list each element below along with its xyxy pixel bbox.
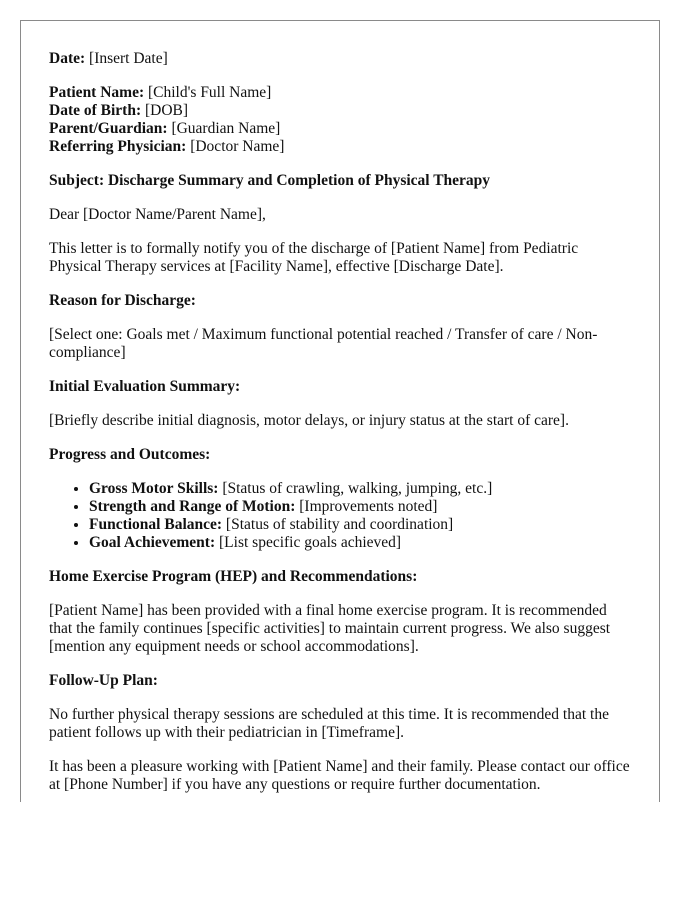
patient-info-block [49,84,631,156]
list-item [89,534,631,552]
date-line [49,50,631,68]
physician-line [49,138,631,156]
initial-evaluation-heading: Initial Evaluation Summary: [49,378,241,395]
initial-evaluation-text: [Briefly describe initial diagnosis, motor delays, or injury status at the start of care]. [49,412,569,429]
patient-name-label: Patient Name: [49,84,145,101]
patient-name-line [49,84,631,102]
list-item [89,480,631,498]
progress-item-value: [Status of stability and coordination] [222,516,454,533]
progress-item-value: [Status of crawling, walking, jumping, etc.] [218,480,493,497]
progress-item-label: Gross Motor Skills: [89,480,219,497]
progress-heading: Progress and Outcomes: [49,446,211,463]
follow-up-text: No further physical therapy sessions are scheduled at this time. It is recommended that the patient follows up with their pediatrician in [Timeframe]. [49,706,609,741]
date-value: [Insert Date] [85,50,168,67]
progress-item-label: Strength and Range of Motion: [89,498,296,515]
subject-line: Subject: Discharge Summary and Completion of Physical Therapy [49,172,491,189]
guardian-label: Parent/Guardian: [49,120,168,137]
hep-text: [Patient Name] has been provided with a final home exercise program. It is recommended that the family continues [specific activities] to maintain current progress. We also suggest [mention any equipment needs or school accommodations]. [49,602,611,655]
guardian-value: [Guardian Name] [167,120,281,137]
physician-label: Referring Physician: [49,138,187,155]
progress-list [49,480,631,552]
progress-item-label: Goal Achievement: [89,534,216,551]
follow-up-heading: Follow-Up Plan: [49,672,158,689]
hep-heading: Home Exercise Program (HEP) and Recommendations: [49,568,418,585]
salutation: Dear [Doctor Name/Parent Name], [49,206,266,223]
progress-item-value: [List specific goals achieved] [215,534,402,551]
list-item [89,498,631,516]
progress-item-label: Functional Balance: [89,516,223,533]
intro-paragraph: This letter is to formally notify you of the discharge of [Patient Name] from Pediatric Physical Therapy services at [Facility Name], effective [Discharge Date]. [49,240,579,275]
closing-paragraph: It has been a pleasure working with [Patient Name] and their family. Please contact our office at [Phone Number] if you have any questions or require further documentation. [49,758,630,793]
dob-line [49,102,631,120]
patient-name-value: [Child's Full Name] [144,84,272,101]
progress-item-value: [Improvements noted] [295,498,438,515]
reason-text: [Select one: Goals met / Maximum functional potential reached / Transfer of care / Non-compliance] [49,326,598,361]
physician-value: [Doctor Name] [186,138,285,155]
dob-value: [DOB] [141,102,189,119]
reason-heading: Reason for Discharge: [49,292,196,309]
letter-page [20,20,660,802]
dob-label: Date of Birth: [49,102,142,119]
guardian-line [49,120,631,138]
date-label: Date: [49,50,86,67]
list-item [89,516,631,534]
